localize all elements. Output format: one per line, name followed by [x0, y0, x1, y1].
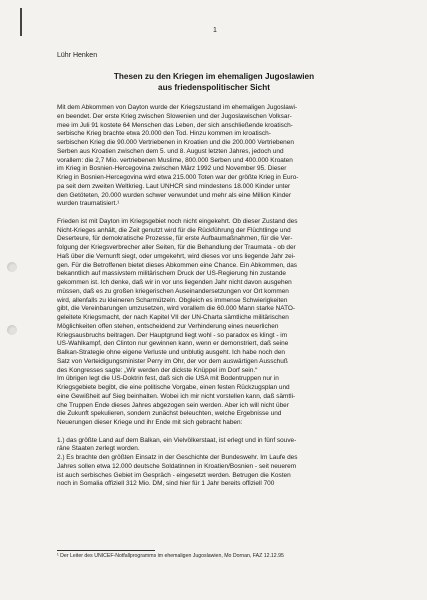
- title-line-1: Thesen zu den Kriegen im ehemaligen Jugoslawien: [113, 72, 315, 81]
- text-line: Neuerungen dieser Kriege und ihr Ende mit sich gebracht haben:: [57, 419, 243, 426]
- text-line: folgung der Kriegsverbrecher aller Seiten, für die Behandlung der Traumata - ob der: [57, 244, 296, 251]
- text-line: Jahres sollen etwa 12.000 deutsche Soldatinnen in Kroatien/Bosnien - seit neuerem: [57, 462, 297, 470]
- text-line: wurden traumatisiert.¹: [57, 200, 120, 208]
- paragraph-gap: [57, 428, 389, 437]
- text-line: serbischen Krieg die 90.000 Vertriebenen in Kroatien und die 200.000 Vertriebenen: [57, 139, 294, 146]
- text-line: 2.) Es brachte den größten Einsatz in der Geschichte der Bundeswehr. Im Laufe des: [57, 454, 298, 461]
- text-line: räne Staaten zerlegt worden.: [57, 445, 140, 453]
- text-line: des Kongresses sagte: „Wir werden der dickste Knüppel im Dorf sein.“: [57, 366, 258, 374]
- text-line: bekanntlich auf massivstem militärischem Druck der US-Regierung hin zustande: [57, 270, 286, 278]
- page-number: 1: [213, 27, 217, 34]
- footnote-rule: [57, 550, 155, 551]
- text-line: che Truppen Ende dieses Jahres abgezogen sein werden. Aber ich will nicht über: [57, 401, 289, 409]
- text-line: die Zukunft spekulieren, sondern zunächst beleuchten, welche Ergebnisse und: [57, 410, 282, 418]
- text-line: gibt, die Vereinbarungen umzusetzen, wird vorallem die 60.000 Mann starke NATO-: [57, 305, 296, 313]
- text-line: Kriegsausbruchs beitragen. Der Hauptgrund liegt wohl - so paradox es klingt - im: [57, 331, 288, 339]
- text-line: US-Wahlkampf, den Clinton nur gewinnen kann, wenn er demonstriert, daß seine: [57, 340, 289, 348]
- title-line-2: aus friedenspolitischer Sicht: [158, 83, 270, 92]
- text-line: wird, allenfalls zu kleineren Scharmützeln. Obgleich es immense Schwierigkeiten: [57, 296, 288, 304]
- margin-mark: [20, 8, 22, 36]
- text-line: Frieden ist mit Dayton im Kriegsgebiet noch nicht eingekehrt. Ob dieser Zustand des: [57, 217, 298, 225]
- text-line: Möglichkeiten offen stehen, entscheidend zur Verhinderung eines neuerlichen: [57, 322, 279, 330]
- text-line: Mit dem Abkommen von Dayton wurde der Kriegszustand im ehemaligen Jugoslawi-: [57, 104, 298, 111]
- text-line: Deserteure, für demokratische Prozesse, für erste Aufbaumaßnahmen, für die Ver-: [57, 235, 293, 243]
- footnote: ¹ Der Leiter des UNICEF-Notfallprogramms im ehemaligen Jugoslawien, Mo Dornan, FAZ 12.12.95: [57, 553, 284, 559]
- text-line: 1.) das größte Land auf dem Balkan, ein Vielvölkerstaat, ist erlegt und in fünf souve-: [57, 436, 297, 444]
- punch-hole-top: [7, 262, 17, 272]
- text-line: eine Gewißheit auf Sieg beinhalten. Wobei ich mir nicht vorstellen kann, daß sämtli-: [57, 392, 296, 400]
- text-line: Satz von Verteidigungsminister Perry im Ohr, der vor dem auswärtigen Ausschuß: [57, 357, 288, 365]
- text-line: mee im Juli 91 kostete 64 Menschen das Leben, der sich anschließende kroatisch-: [57, 121, 293, 129]
- text-line: pa seit dem zweiten Weltkrieg. Laut UNHCR sind mindestens 18.000 Kinder unter: [57, 182, 291, 190]
- author-name: Lühr Henken: [57, 52, 98, 59]
- punch-hole-bottom: [7, 325, 17, 335]
- paragraph-gap: [57, 209, 389, 218]
- text-line: serbische Krieg brachte etwa 20.000 den Tod. Hinzu kommen im kroatisch-: [57, 130, 271, 138]
- text-line: Nicht-Krieges anhält, die Zeit genutzt wird für die Rückführung der Flüchtlinge und: [57, 226, 291, 234]
- text-line: Krieg in Bosnien-Hercegovina wird etwa 215.000 Toten war der größte Krieg in Euro-: [57, 174, 299, 181]
- body-text: [57, 104, 389, 489]
- text-line: vorallem: die 2,7 Mio. vertriebenen Muslime, 800.000 Serben und 400.000 Kroaten: [57, 156, 293, 164]
- text-line: en beendet. Der erste Krieg zwischen Slowenien und der Jugoslawischen Volksar-: [57, 112, 292, 120]
- text-line: geleitete Kriegsmacht, der nach Kapitel VII der UN-Charta sämtliche militärischen: [57, 314, 289, 321]
- text-line: im Krieg in Bosnien-Hercegovina zwischen März 1992 und November 95. Dieser: [57, 165, 287, 173]
- text-line: Serben aus Kroatien zwischen dem 5. und 8. August letzten Jahres, jedoch und: [57, 147, 284, 155]
- text-line: gekommen ist. Ich denke, daß wir in vor uns liegenden Jahr nicht davon ausgehen: [57, 279, 292, 286]
- text-line: den Getöteten, 20.000 wurden schwer verwundet und mehr als eine Million Kinder: [57, 191, 292, 199]
- text-line: gen. Für die Betroffenen bietet dieses Abkommen eine Chance. Ein Abkommen, das: [57, 261, 297, 269]
- text-line: noch in Somalia offiziell 312 Mio. DM, sind hier für 1 Jahr bereits offiziell 700: [57, 480, 275, 488]
- text-line: Kriegsgebiete begibt, die eine politische Vorgabe, einen festen Rückzugsplan und: [57, 384, 290, 391]
- text-line: ist auch serbisches Gebiet im Gespräch - eingesetzt werden. Betrugen die Kosten: [57, 471, 291, 479]
- text-line: Im übrigen legt die US-Doktrin fest, daß sich die USA mit Bodentruppen nur in: [57, 375, 279, 383]
- text-line: Balkan-Strategie ohne eigene Verluste und unblutig ausgeht. Ich habe noch den: [57, 349, 285, 356]
- text-line: müssen, daß es zu großen kriegerischen Auseinandersetzungen vor Ort kommen: [57, 287, 289, 295]
- text-line: Haß über die Vernunft siegt, oder umgekehrt, wird dieses vor uns liegende Jahr zei-: [57, 252, 296, 260]
